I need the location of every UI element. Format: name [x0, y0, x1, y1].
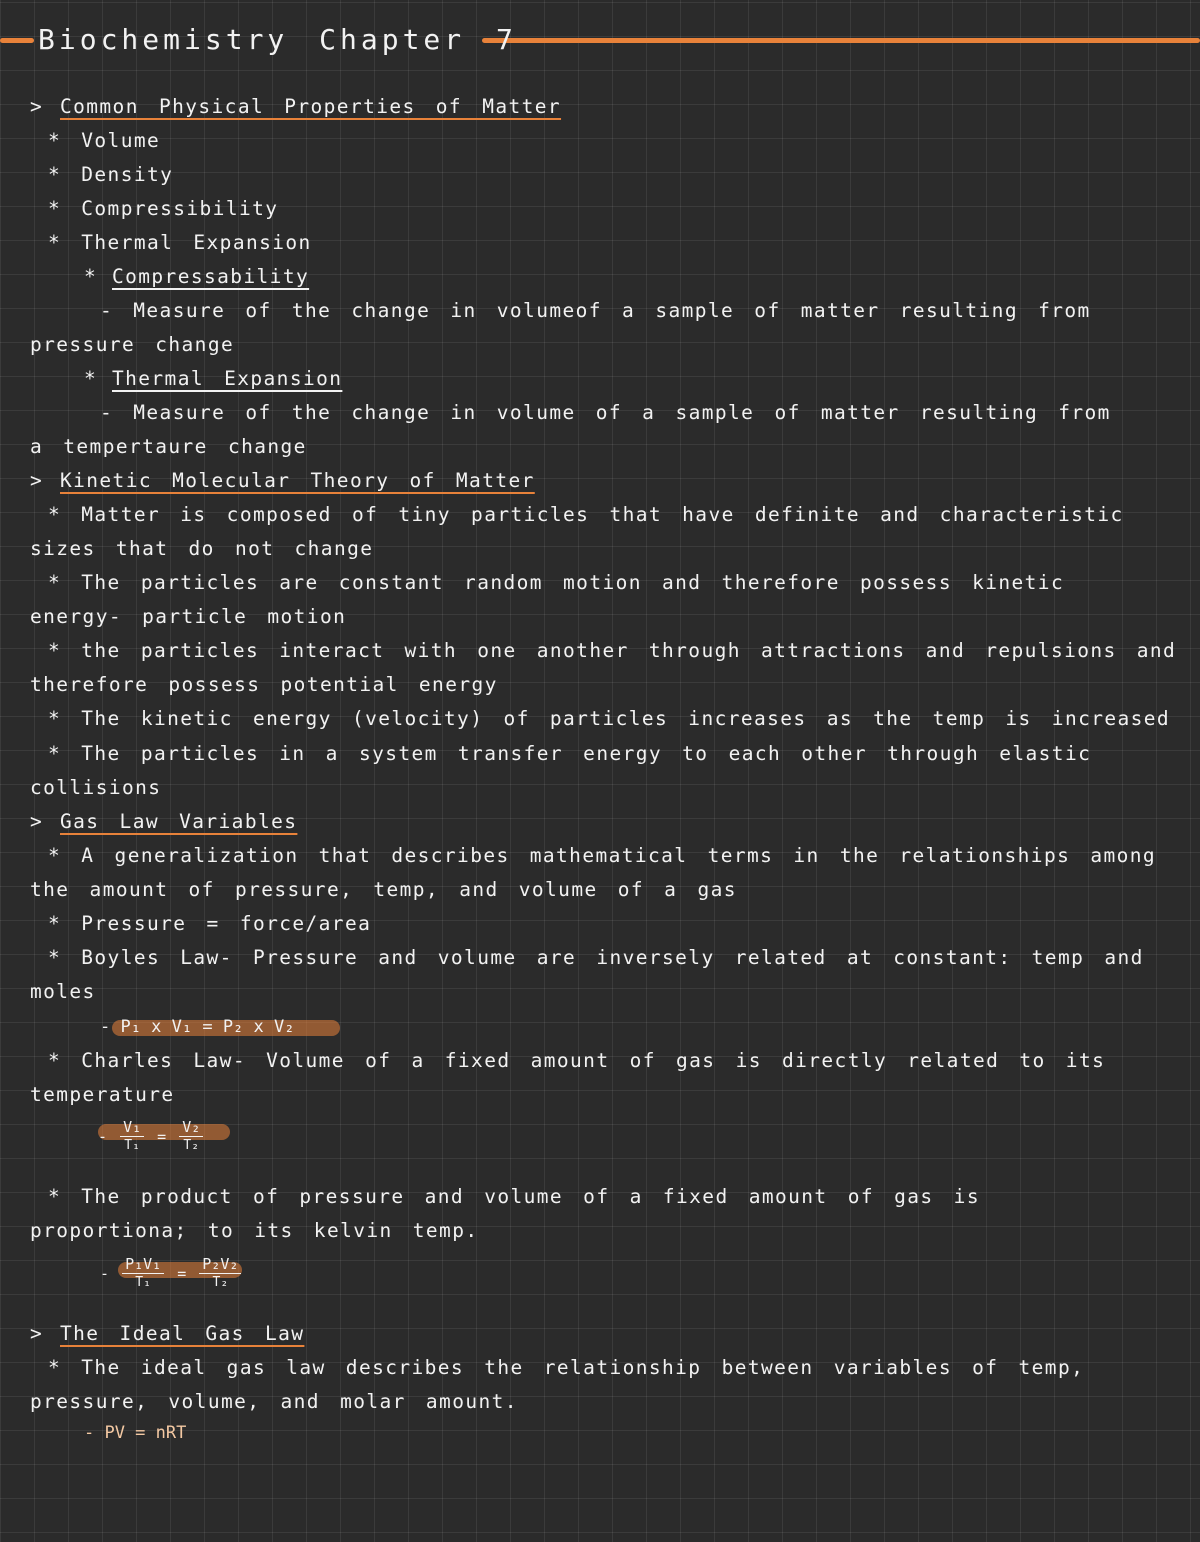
note-line	[30, 466, 535, 496]
note-line: * Matter is composed of tiny particles that have definite and characteristic	[48, 503, 1124, 526]
note-line: proportiona; to its kelvin temp.	[30, 1219, 479, 1242]
equation-charles: - $\frac{\text{V₁}}{\text{T₁}}$ = $\frac{\text{V₂}}{\text{T₂}}$	[98, 1118, 207, 1155]
section-heading: Gas Law Variables	[60, 810, 298, 833]
note-line: * Density	[48, 163, 174, 186]
note-line: a tempertaure change	[30, 435, 307, 458]
note-line: * The particles are constant random motion and therefore possess kinetic	[48, 571, 1065, 594]
title-rule-right	[482, 38, 1200, 43]
note-line: * Charles Law- Volume of a fixed amount of gas is directly related to its	[48, 1049, 1106, 1072]
note-line: collisions	[30, 776, 162, 799]
heading-marker: >	[30, 469, 44, 492]
note-line: * Thermal Expansion	[48, 231, 312, 254]
note-line: * The kinetic energy (velocity) of particles increases as the temp is increased	[48, 707, 1171, 730]
title-rule-left	[0, 38, 34, 43]
note-line: * The ideal gas law describes the relationship between variables of temp,	[48, 1356, 1085, 1379]
page-title: Biochemistry Chapter 7	[38, 23, 517, 56]
note-line: pressure, volume, and molar amount.	[30, 1390, 518, 1413]
note-line	[30, 1319, 304, 1349]
subheading: Thermal Expansion	[112, 367, 343, 390]
bullet-marker: *	[84, 265, 98, 288]
equation-boyle: - P₁ x V₁ = P₂ x V₂	[100, 1017, 295, 1037]
note-line	[84, 364, 342, 394]
note-line: sizes that do not change	[30, 537, 374, 560]
note-line	[30, 92, 561, 122]
note-line: moles	[30, 980, 96, 1003]
heading-marker: >	[30, 1322, 44, 1345]
note-line: * The particles in a system transfer energy to each other through elastic	[48, 742, 1092, 765]
section-heading: Kinetic Molecular Theory of Matter	[60, 469, 535, 492]
note-line	[30, 807, 297, 837]
note-line: - Measure of the change in volumeof a sample of matter resulting from	[100, 299, 1091, 322]
note-line: * The product of pressure and volume of a fixed amount of gas is	[48, 1185, 980, 1208]
note-line	[84, 262, 309, 292]
note-line: * the particles interact with one another through attractions and repulsions and	[48, 639, 1177, 662]
section-heading: The Ideal Gas Law	[60, 1322, 305, 1345]
equation-combined: - $\frac{\text{P₁V₁}}{\text{T₁}}$ = $\frac{\text{P₂V₂}}{\text{T₂}}$	[100, 1255, 245, 1292]
note-line: the amount of pressure, temp, and volume of a gas	[30, 878, 737, 901]
note-line: temperature	[30, 1083, 175, 1106]
note-line: - Measure of the change in volume of a sample of matter resulting from	[100, 401, 1111, 424]
note-line: * A generalization that describes mathematical terms in the relationships among	[48, 844, 1157, 867]
bullet-marker: *	[84, 367, 98, 390]
note-line: energy- particle motion	[30, 605, 347, 628]
note-line: * Volume	[48, 129, 161, 152]
heading-marker: >	[30, 95, 44, 118]
note-line: * Boyles Law- Pressure and volume are inversely related at constant: temp and	[48, 946, 1144, 969]
equation-ideal: - PV = nRT	[84, 1423, 187, 1443]
note-line: * Compressibility	[48, 197, 279, 220]
note-line: therefore possess potential energy	[30, 673, 498, 696]
note-line: pressure change	[30, 333, 235, 356]
note-line: * Pressure = force/area	[48, 912, 372, 935]
section-heading: Common Physical Properties of Matter	[60, 95, 562, 118]
subheading: Compressability	[112, 265, 310, 288]
heading-marker: >	[30, 810, 44, 833]
